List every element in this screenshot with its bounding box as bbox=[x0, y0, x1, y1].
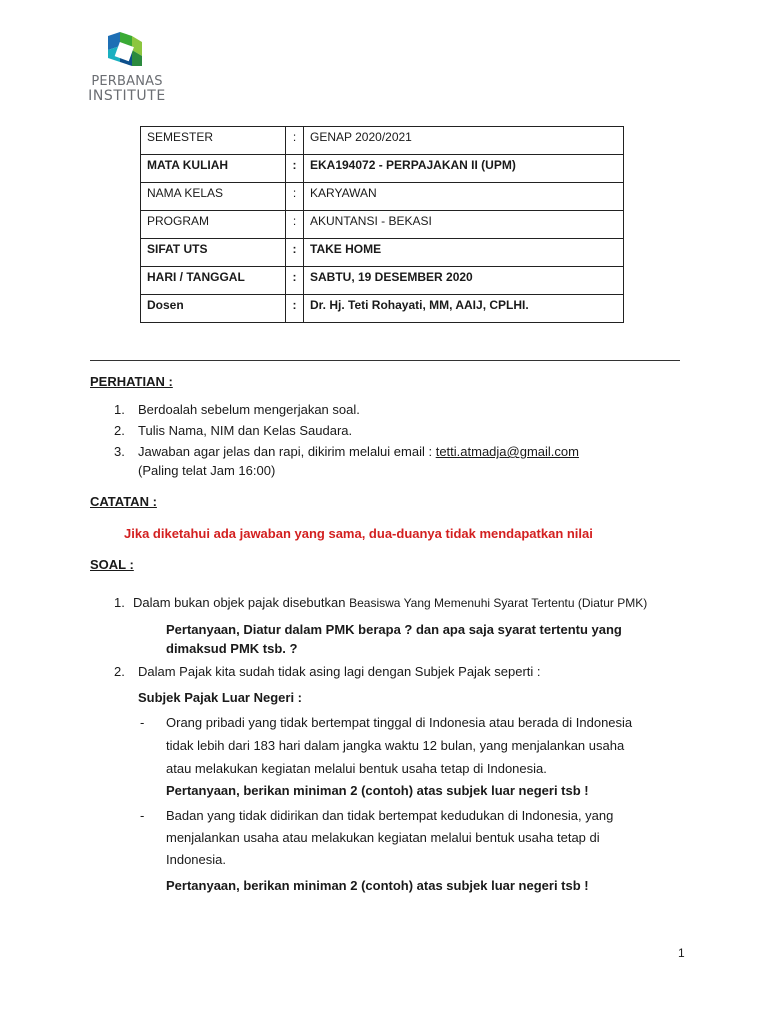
perbanas-logo bbox=[82, 32, 172, 104]
logo-line-1: PERBANAS bbox=[91, 74, 163, 89]
bullet-2-line-3: Indonesia. bbox=[166, 852, 226, 867]
info-value: SABTU, 19 DESEMBER 2020 bbox=[304, 267, 624, 295]
info-value: EKA194072 - PERPAJAKAN II (UPM) bbox=[304, 155, 624, 183]
info-separator: : bbox=[286, 211, 304, 239]
perhatian-item-1: Berdoalah sebelum mengerjakan soal. bbox=[138, 402, 360, 417]
bullet-1-line-3: atau melakukan kegiatan melalui bentuk usaha tetap di Indonesia. bbox=[166, 761, 547, 776]
info-row-mata-kuliah bbox=[141, 155, 624, 183]
info-value: TAKE HOME bbox=[304, 239, 624, 267]
info-key: NAMA KELAS bbox=[141, 183, 286, 211]
info-value: Dr. Hj. Teti Rohayati, MM, AAIJ, CPLHI. bbox=[304, 295, 624, 323]
info-value: AKUNTANSI - BEKASI bbox=[304, 211, 624, 239]
catatan-heading: CATATAN : bbox=[90, 494, 157, 509]
info-separator: : bbox=[286, 127, 304, 155]
page-number: 1 bbox=[678, 946, 685, 960]
bullet-1-line-1: Orang pribadi yang tidak bertempat tinggal di Indonesia atau berada di Indonesia bbox=[166, 715, 633, 730]
info-separator: : bbox=[286, 155, 304, 183]
logo-line-2: INSTITUTE bbox=[88, 88, 166, 104]
info-value: GENAP 2020/2021 bbox=[304, 127, 624, 155]
info-key: PROGRAM bbox=[141, 211, 286, 239]
info-row-hari-tanggal bbox=[141, 267, 624, 295]
q1-text-part: Dalam bukan objek pajak disebutkan bbox=[133, 595, 350, 610]
perhatian-item-2: Tulis Nama, NIM dan Kelas Saudara. bbox=[138, 423, 353, 438]
perhatian-heading: PERHATIAN : bbox=[90, 374, 173, 389]
question-1-prompt-line-1: Pertanyaan, Diatur dalam PMK berapa ? dan apa saja syarat tertentu yang bbox=[166, 622, 622, 637]
bullet-dash: - bbox=[140, 715, 145, 730]
info-row-dosen bbox=[141, 295, 624, 323]
soal-heading: SOAL : bbox=[90, 557, 134, 572]
exam-info-table bbox=[140, 126, 624, 323]
bullet-2-question: Pertanyaan, berikan miniman 2 (contoh) atas subjek luar negeri tsb ! bbox=[166, 878, 589, 893]
info-row-sifat-uts bbox=[141, 239, 624, 267]
catatan-text: Jika diketahui ada jawaban yang sama, dua-duanya tidak mendapatkan nilai bbox=[124, 526, 593, 541]
info-row-program bbox=[141, 211, 624, 239]
q1-text-emphasis: Beasiswa Yang Memenuhi Syarat Tertentu bbox=[349, 596, 575, 610]
list-number: 2. bbox=[114, 423, 125, 438]
q1-text-suffix: (Diatur PMK) bbox=[574, 596, 648, 610]
info-key: Dosen bbox=[141, 295, 286, 323]
info-separator: : bbox=[286, 239, 304, 267]
question-number: 2. bbox=[114, 664, 125, 679]
perhatian-item-3-text: Jawaban agar jelas dan rapi, dikirim melalui email : bbox=[138, 444, 436, 459]
info-value: KARYAWAN bbox=[304, 183, 624, 211]
question-2-text: Dalam Pajak kita sudah tidak asing lagi dengan Subjek Pajak seperti : bbox=[138, 664, 541, 679]
bullet-2-line-2: menjalankan usaha atau melakukan kegiatan melalui bentuk usaha tetap di bbox=[166, 830, 600, 845]
list-number: 1. bbox=[114, 402, 125, 417]
bullet-1-question: Pertanyaan, berikan miniman 2 (contoh) atas subjek luar negeri tsb ! bbox=[166, 783, 589, 798]
list-number: 3. bbox=[114, 444, 125, 459]
perhatian-item-3 bbox=[138, 444, 579, 460]
info-key: MATA KULIAH bbox=[141, 155, 286, 183]
info-row-semester bbox=[141, 127, 624, 155]
bullet-dash: - bbox=[140, 808, 145, 823]
question-1-text bbox=[133, 595, 647, 611]
bullet-2-line-1: Badan yang tidak didirikan dan tidak bertempat kedudukan di Indonesia, yang bbox=[166, 808, 614, 823]
info-separator: : bbox=[286, 267, 304, 295]
email-link[interactable]: tetti.atmadja@gmail.com bbox=[435, 444, 579, 459]
perbanas-logo-icon bbox=[102, 32, 146, 72]
subjek-pajak-subheading: Subjek Pajak Luar Negeri : bbox=[138, 690, 303, 705]
horizontal-divider bbox=[90, 360, 680, 361]
info-key: HARI / TANGGAL bbox=[141, 267, 286, 295]
question-1-prompt-line-2: dimaksud PMK tsb. ? bbox=[166, 641, 298, 656]
bullet-1-line-2: tidak lebih dari 183 hari dalam jangka waktu 12 bulan, yang menjalankan usaha bbox=[166, 738, 625, 753]
deadline-note: (Paling telat Jam 16:00) bbox=[138, 463, 276, 478]
info-row-nama-kelas bbox=[141, 183, 624, 211]
info-key: SIFAT UTS bbox=[141, 239, 286, 267]
info-separator: : bbox=[286, 295, 304, 323]
info-key: SEMESTER bbox=[141, 127, 286, 155]
info-separator: : bbox=[286, 183, 304, 211]
question-number: 1. bbox=[114, 595, 125, 610]
